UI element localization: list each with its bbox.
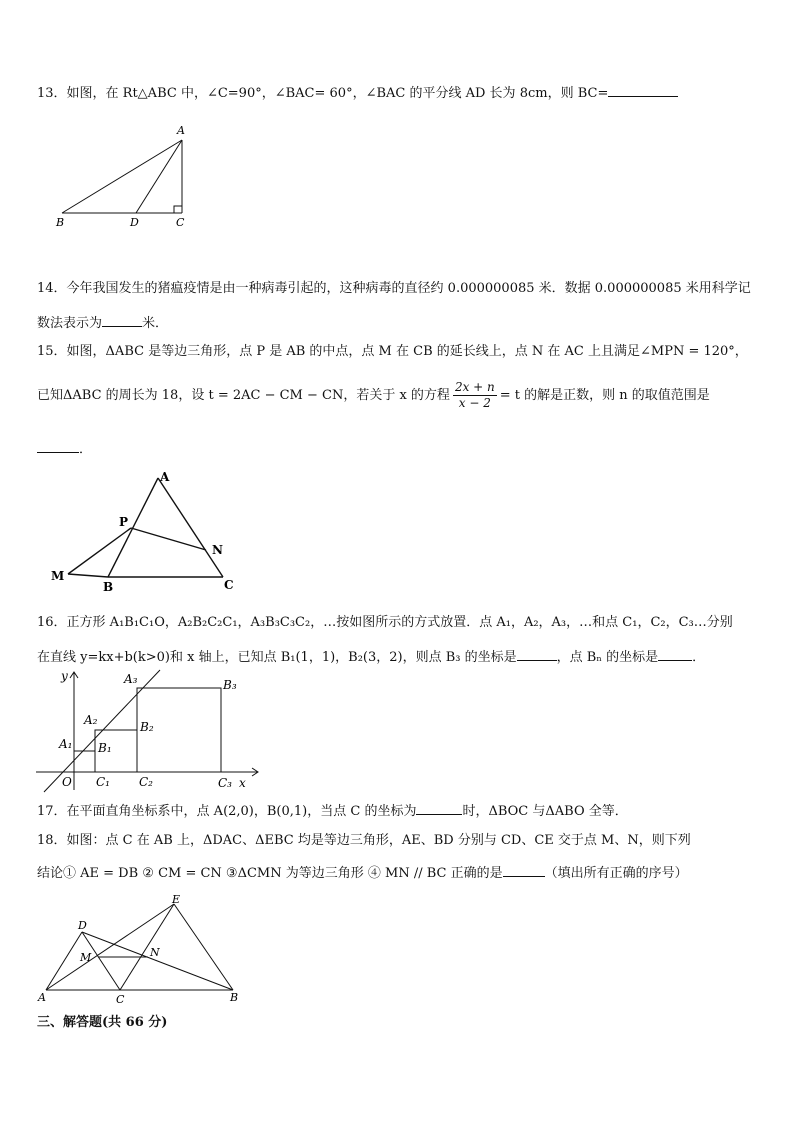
q14-line1: 14．今年我国发生的猪瘟疫情是由一种病毒引起的，这种病毒的直径约 0.000000085 米．数据 0.000000085 米用科学记: [37, 281, 751, 296]
q14-pre: 数法表示为: [37, 316, 103, 331]
q18-label-a: A: [38, 991, 46, 1004]
q15-pre: 已知ΔABC 的周长为 18，设 t = 2AC − CM − CN，若关于 x 的方程: [37, 388, 450, 403]
q17-answer-blank[interactable]: [416, 800, 462, 815]
q18-figure: [38, 894, 253, 1006]
q15-label-c: C: [224, 578, 234, 592]
q16-label-o: O: [62, 775, 72, 789]
q15-figure: [48, 468, 248, 593]
q13-label-a: A: [177, 124, 185, 137]
q16-answer-blank-2[interactable]: [658, 646, 692, 661]
q15-line2: [37, 380, 710, 411]
q18-pre: 结论① AE = DB ② CM = CN ③ΔCMN 为等边三角形 ④ MN // BC 正确的是: [37, 866, 503, 881]
q16-label-c1: C₁: [96, 775, 110, 789]
q18-label-n: N: [150, 946, 160, 959]
q16-label-x: x: [239, 776, 246, 790]
q17-pre: 17．在平面直角坐标系中，点 A(2,0)，B(0,1)，当点 C 的坐标为: [37, 804, 417, 819]
q16-label-b2: B₂: [140, 720, 154, 734]
section3-heading: 三、解答题(共 66 分): [37, 1015, 168, 1030]
q15-line3-text: ．: [79, 442, 93, 457]
q16-label-b3: B₃: [223, 678, 237, 692]
q13-stem: 13．如图，在 Rt△ABC 中，∠C=90°，∠BAC= 60°，∠BAC 的平分线 AD 长为 8cm，则 BC=: [37, 86, 609, 101]
q17-post: 时，ΔBOC 与ΔABO 全等．: [462, 804, 628, 819]
q13-text: [37, 82, 678, 103]
q16-line2: [37, 646, 705, 667]
q15-label-a: A: [160, 470, 170, 484]
q16-pre: 在直线 y=kx+b(k>0)和 x 轴上，已知点 B₁(1，1)，B₂(3，2)，则点 B₃ 的坐标是: [37, 650, 517, 665]
q16-label-c2: C₂: [139, 775, 153, 789]
q16-label-a2: A₂: [84, 713, 98, 727]
q15-frac-num: 2x + n: [454, 380, 495, 394]
q16-label-c3: C₃: [218, 776, 232, 790]
q15-answer-blank[interactable]: [37, 438, 79, 453]
q16-label-a3: A₃: [124, 672, 138, 686]
q18-label-c: C: [116, 993, 125, 1006]
q16-mid: ，点 Bₙ 的坐标是: [556, 650, 659, 665]
q16-answer-blank-1[interactable]: [517, 646, 557, 661]
q18-post: （填出所有正确的序号）: [544, 866, 688, 881]
q18-line2: [37, 862, 688, 883]
q13-label-b: B: [56, 216, 65, 229]
q18-label-e: E: [172, 893, 181, 906]
q13-answer-blank[interactable]: [608, 82, 678, 97]
q14-answer-blank[interactable]: [102, 312, 142, 327]
q16-line1: 16．正方形 A₁B₁C₁O，A₂B₂C₂C₁，A₃B₃C₃C₂，…按如图所示的方式放置．点 A₁，A₂，A₃，…和点 C₁，C₂，C₃…分别: [37, 615, 733, 630]
q15-label-m: M: [51, 569, 65, 583]
q15-label-p: P: [119, 515, 129, 529]
q15-label-b: B: [103, 580, 114, 594]
q15-line1: 15．如图，ΔABC 是等边三角形，点 P 是 AB 的中点，点 M 在 CB 的延长线上，点 N 在 AC 上且满足∠MPN = 120°，: [37, 344, 748, 359]
q15-line3: [37, 438, 92, 459]
q13-figure: [52, 122, 192, 227]
q16-post: ．: [692, 650, 706, 665]
q15-post: = t 的解是正数，则 n 的取值范围是: [499, 388, 710, 403]
q16-label-b1: B₁: [98, 741, 112, 755]
q18-line1: 18．如图：点 C 在 AB 上，ΔDAC、ΔEBC 均是等边三角形，AE、BD 分别与 CD、CE 交于点 M、N，则下列: [37, 833, 691, 848]
q16-label-y: y: [61, 669, 68, 683]
q13-label-c: C: [176, 216, 185, 229]
q14-line2: [37, 312, 168, 333]
q14-post: 米．: [142, 316, 169, 331]
q18-label-m: M: [80, 951, 92, 964]
q15-fraction: [453, 380, 497, 411]
q17-text: [37, 800, 628, 821]
q18-label-b: B: [230, 991, 239, 1004]
q18-label-d: D: [78, 919, 87, 932]
q16-figure: [36, 668, 266, 794]
q16-label-a1: A₁: [59, 737, 73, 751]
q15-label-n: N: [212, 543, 223, 557]
q13-label-d: D: [130, 216, 139, 229]
q15-frac-den: x − 2: [458, 396, 491, 410]
q18-answer-blank[interactable]: [503, 862, 545, 877]
